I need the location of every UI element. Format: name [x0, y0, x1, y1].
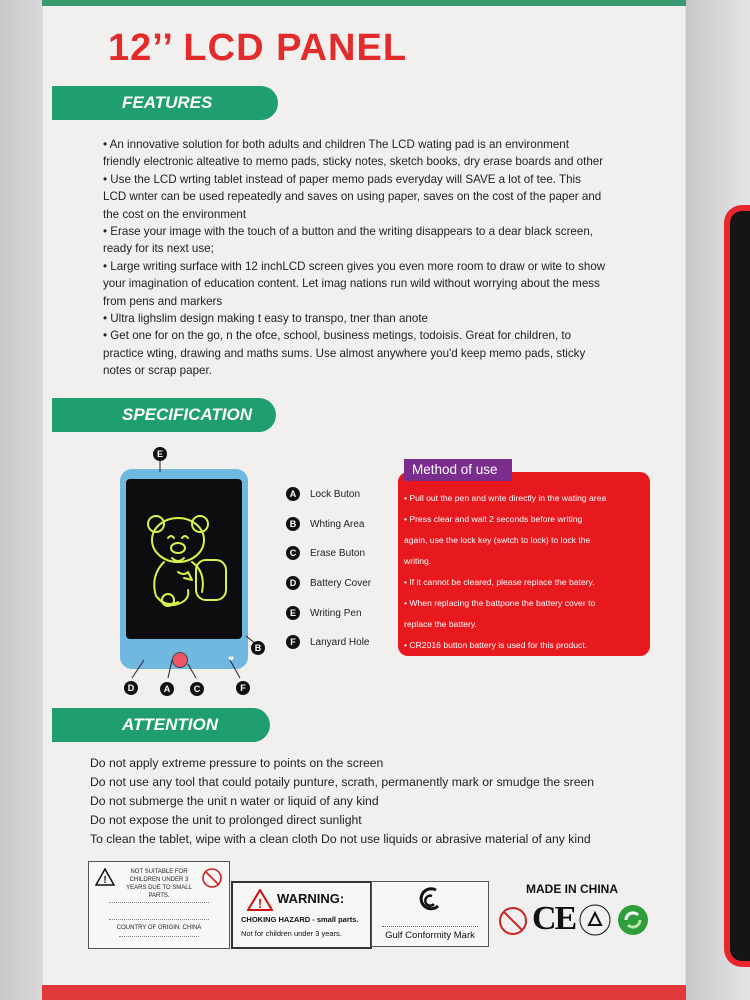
part-label: Erase Buton — [310, 548, 366, 559]
features-line: • Get one for on the go, n the ofce, school, business metings, todoisis. Great for children, to — [103, 329, 572, 343]
features-banner: FEATURES — [52, 86, 278, 120]
features-line: friendly electronic alteative to memo pads, sticky notes, sketch books, dry erase boards and other — [103, 155, 604, 169]
heart-icon: ♥ — [228, 654, 234, 665]
attention-banner: ATTENTION — [52, 708, 270, 742]
green-dot-icon — [616, 903, 650, 937]
method-line: • If it cannot be cleared, please replace the batery. — [404, 577, 595, 587]
no-rohs-icon — [497, 905, 529, 937]
attention-line: To clean the tablet, wipe with a clean cloth Do not use liquids or abrasive material of any kind — [90, 832, 591, 846]
method-line: • Press clear and wait 2 seconds before writing — [404, 514, 583, 524]
choking-hazard-text: CHOKING HAZARD - small parts. — [241, 915, 359, 924]
part-letter: E — [286, 606, 300, 620]
gulf-mark-text: Gulf Conformity Mark — [385, 930, 475, 941]
callout-e: E — [153, 447, 167, 461]
box-bottom-strip — [42, 985, 686, 1000]
gulf-conformity-label — [371, 881, 489, 947]
part-letter: B — [286, 517, 300, 531]
features-line: the cost on the environment — [103, 207, 247, 221]
svg-text:!: ! — [103, 875, 107, 886]
part-lanyard-hole — [286, 635, 369, 651]
features-text — [103, 136, 643, 380]
part-battery-cover — [286, 576, 371, 592]
method-line: • CR2016 button battery is used for this product. — [404, 640, 588, 650]
not-suitable-text: NOT SUITABLE FOR CHILDREN UNDER 3 YEARS DUE TO SMALL PARTS. — [126, 869, 192, 899]
choking-warning-label — [231, 881, 372, 949]
method-line: writing. — [404, 556, 432, 566]
warning-triangle-icon — [95, 868, 115, 886]
part-writing-pen — [286, 606, 362, 622]
method-line: • Pull out the pen and wnte directly in the wating area — [404, 493, 607, 503]
features-line: ready for its next use; — [103, 242, 214, 256]
method-of-use-list — [404, 488, 640, 656]
method-line: • When replacing the battpone the battery cover to — [404, 598, 596, 608]
arabic-gulf-text — [382, 916, 478, 927]
page-title: 12’’ LCD PANEL — [108, 27, 408, 69]
tablet-device-edge — [724, 205, 750, 967]
specification-banner: SPECIFICATION — [52, 398, 276, 432]
attention-line: Do not use any tool that could potaily punture, scrath, permanently mark or smudge the sreen — [90, 775, 595, 789]
callout-d: D — [124, 681, 138, 695]
svg-text:!: ! — [257, 896, 263, 911]
callout-lines — [110, 448, 270, 698]
method-line: replace the battery. — [404, 619, 477, 629]
country-origin-text: COUNTRY OF ORIGIN: CHINA — [116, 925, 202, 931]
part-writing-area — [286, 517, 364, 533]
part-label: Battery Cover — [310, 578, 372, 589]
features-line: from pens and markers — [103, 294, 223, 308]
part-letter: C — [286, 546, 300, 560]
part-erase-button — [286, 546, 365, 562]
callout-a: A — [160, 682, 174, 696]
features-line: your imagination of education content. Let imag nations run wild without worrying about the mess — [103, 277, 600, 291]
part-label: Whting Area — [310, 519, 365, 530]
ce-mark: CE — [532, 900, 576, 937]
features-line: • Large writing surface with 12 inchLCD screen gives you even more room to draw or wite to show — [103, 259, 606, 273]
method-of-use-title: Method of use — [404, 459, 512, 481]
box-top-strip — [42, 0, 686, 6]
recycle-icon — [578, 903, 612, 937]
features-line: • Use the LCD wrting tablet instead of paper memo pads everyday will SAVE a lot of tee. This — [103, 172, 581, 186]
part-lock-button — [286, 487, 360, 503]
attention-line: Do not submerge the unit n water or liquid of any kind — [90, 794, 379, 808]
no-small-children-icon — [201, 867, 223, 889]
made-in-china-text: MADE IN CHINA — [526, 882, 618, 896]
attention-list — [90, 754, 594, 849]
attention-line: Do not apply extreme pressure to points on the screen — [90, 756, 384, 770]
callout-b: B — [251, 641, 265, 655]
features-line: • Ultra lighslim design making t easy to transpo, tner than anote — [103, 312, 428, 326]
gulf-conformity-logo-icon — [416, 886, 444, 912]
age-warning-label — [88, 861, 230, 949]
part-label: Writing Pen — [310, 608, 362, 619]
part-letter: F — [286, 635, 300, 649]
arabic-origin-text — [119, 936, 199, 943]
features-line: LCD wnter can be used repeatedly and saves on using paper, saves on the cost of the paper and — [103, 190, 602, 204]
callout-c: C — [190, 682, 204, 696]
attention-line: Do not expose the unit to prolonged direct sunlight — [90, 813, 362, 827]
features-line: • An innovative solution for both adults and children The LCD wating pad is an environment — [103, 138, 569, 151]
callout-f: F — [236, 681, 250, 695]
method-line: again, use the lock key (swtch to lock) to lock the — [404, 535, 591, 545]
warning-triangle-icon — [247, 889, 273, 911]
features-line: notes or scrap paper. — [103, 364, 212, 378]
features-line: • Erase your image with the touch of a button and the writing disappears to a dear black screen, — [103, 225, 593, 239]
features-line: practice wting, drawing and maths sums. Use almost anywhere you'd keep memo pads, sticky — [103, 346, 586, 360]
arabic-text-block — [109, 902, 209, 920]
warning-heading: WARNING: — [277, 891, 345, 906]
part-letter: D — [286, 576, 300, 590]
not-for-children-text: Not for children under 3 years. — [241, 929, 342, 938]
part-label: Lanyard Hole — [310, 637, 370, 648]
part-letter: A — [286, 487, 300, 501]
part-label: Lock Buton — [310, 489, 361, 500]
